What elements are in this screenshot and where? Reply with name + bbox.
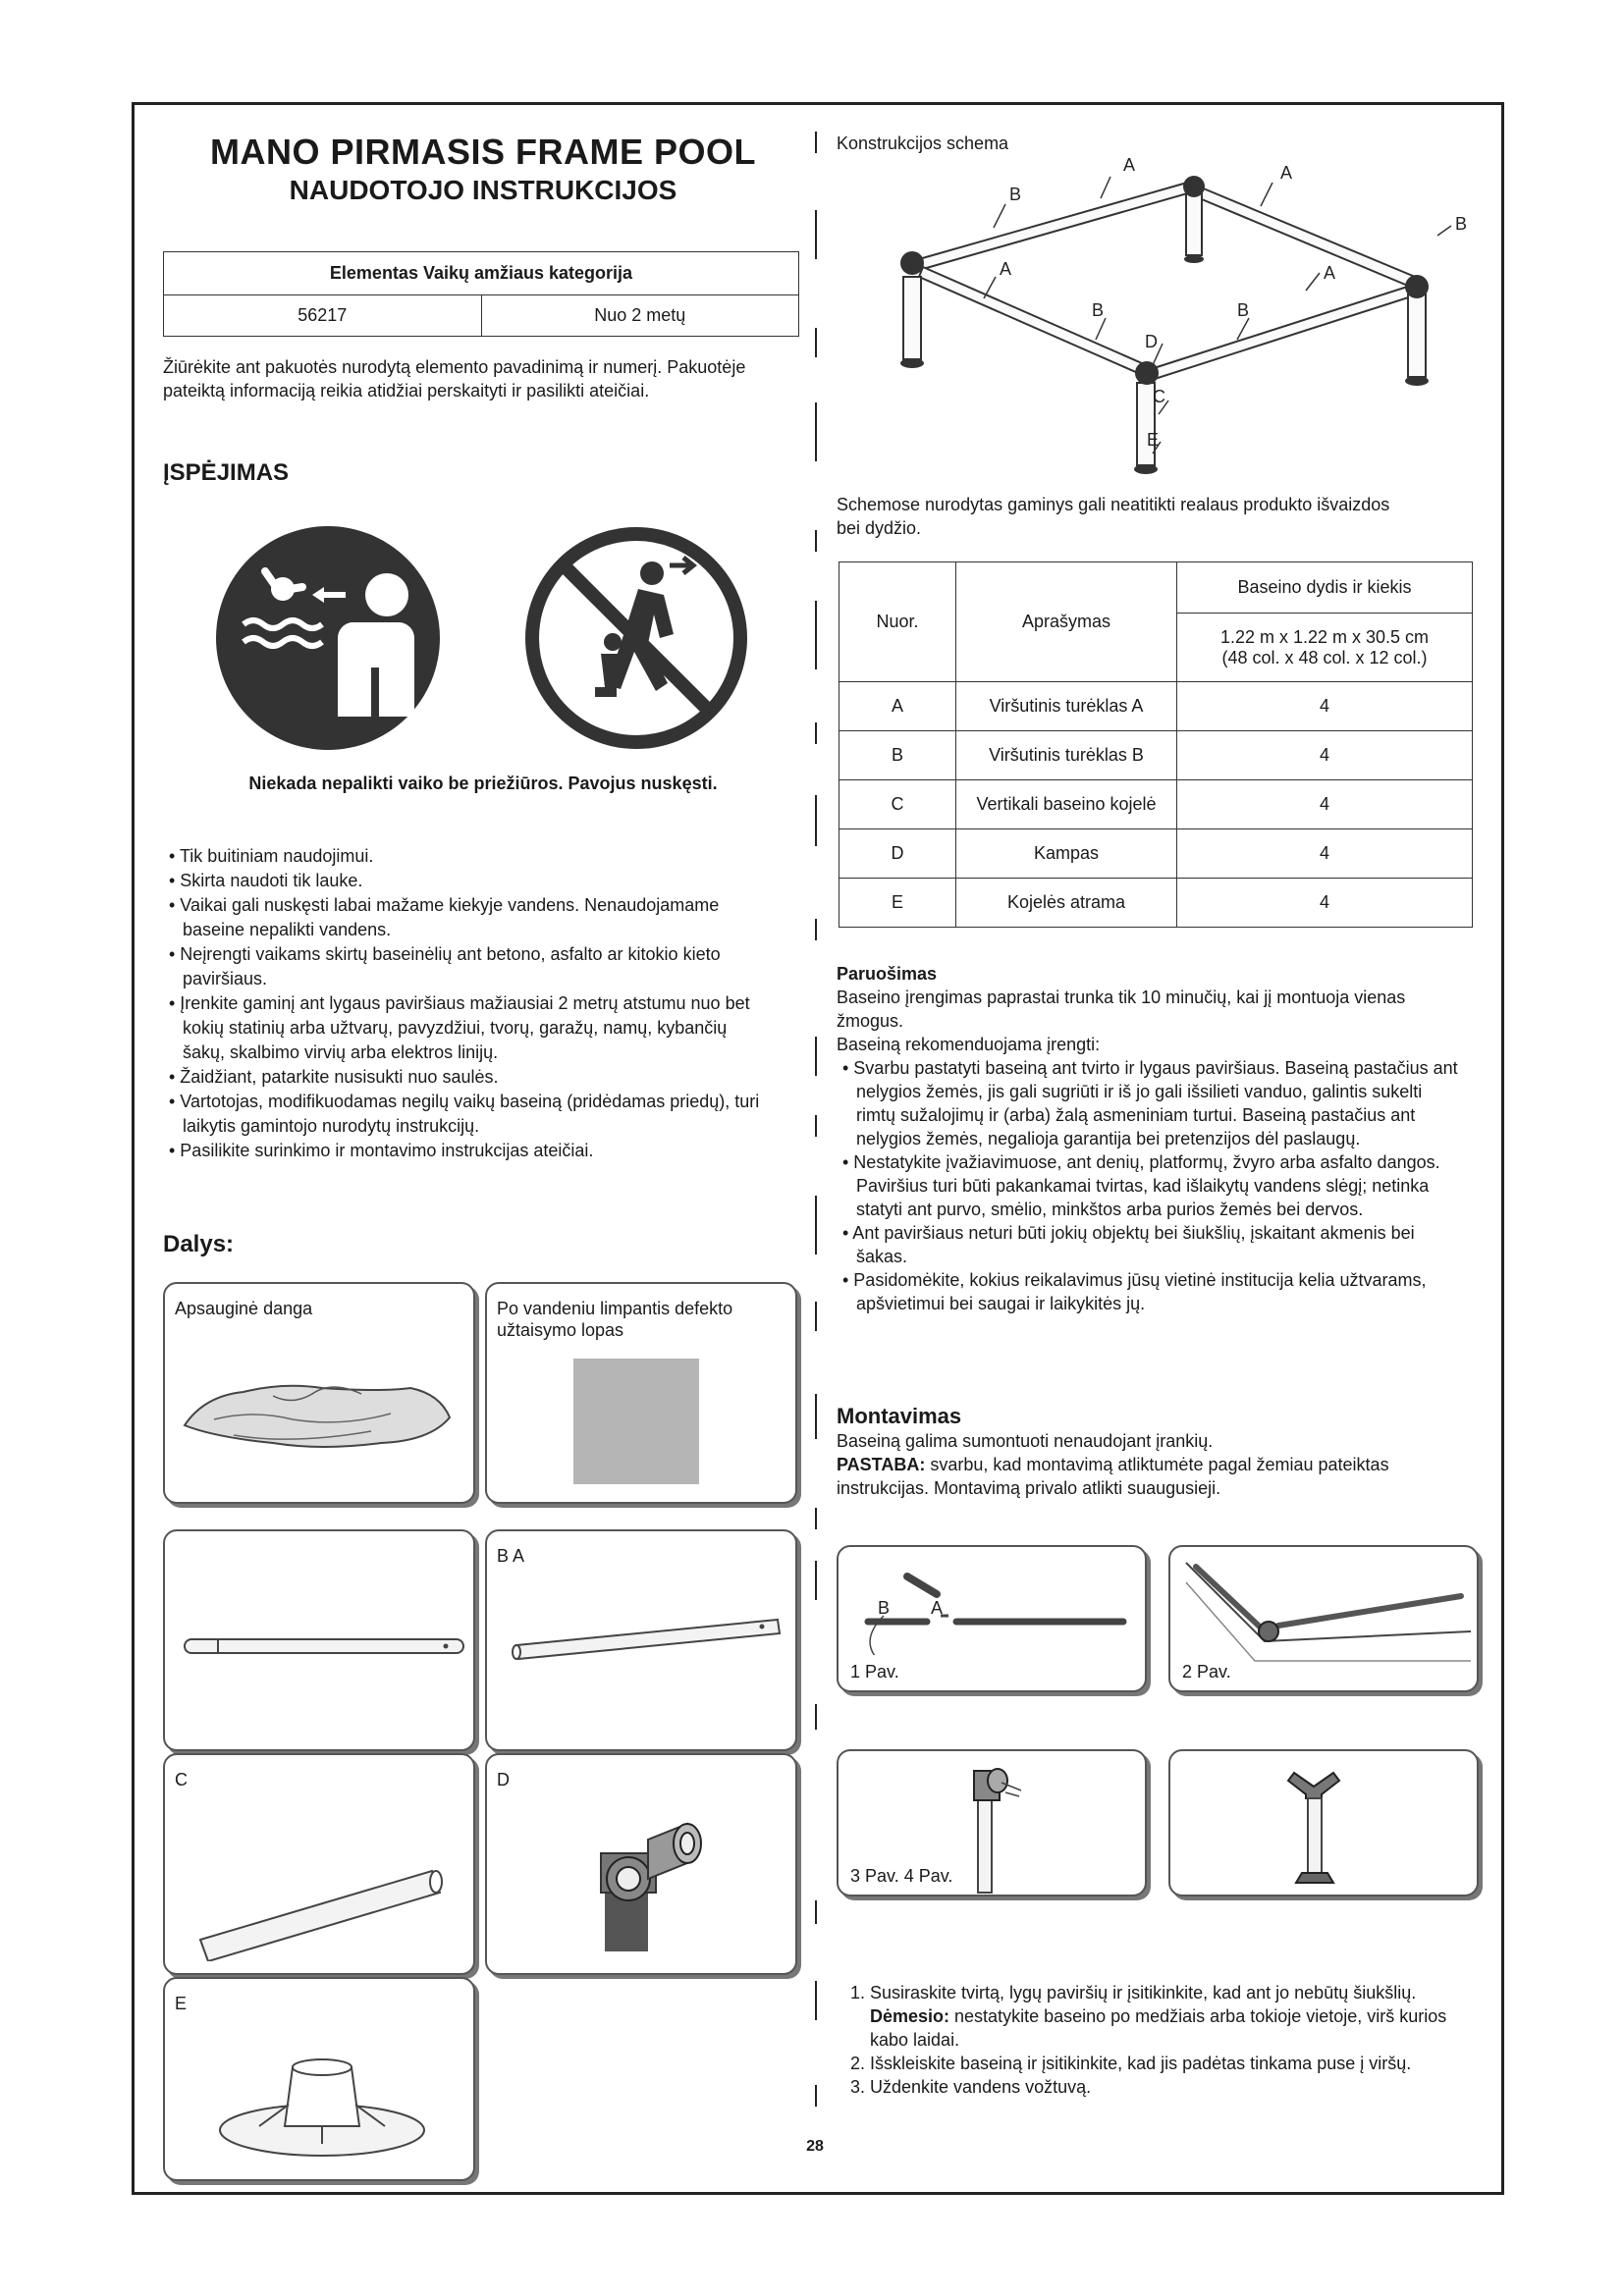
column-divider	[815, 601, 817, 669]
assembly-note-label: PASTABA:	[837, 1455, 926, 1474]
cell-ref: C	[839, 780, 956, 829]
page-number: 28	[806, 2138, 824, 2155]
part-card-rail-long	[163, 1529, 475, 1751]
cell-qty: 4	[1177, 682, 1473, 731]
intro-text: Žiūrėkite ant pakuotės nurodytą elemento pavadinimą ir numerį. Pakuotėje pateiktą informaciją reikia atidžiai perskaityti ir pasilikti ateičiai.	[163, 357, 746, 400]
diagram-title: Konstrukcijos schema	[837, 133, 1009, 153]
warning-bullets	[163, 844, 770, 1163]
part-label: C	[175, 1770, 188, 1789]
list-item: • Nestatykite įvažiavimuose, ant denių, platformų, žvyro arba asfalto dangos. Paviršius turi būti pakankamai tvirtas, kad išlaikytų vandens slėgį; netinka statyti ant purvo, smėlio, minkštos arba purios žemės bei dervos.	[842, 1152, 1440, 1219]
leg-corner-illustration	[947, 1759, 1045, 1896]
cell-ref: D	[839, 829, 956, 879]
assembly-p1: Baseiną galima sumontuoti nenaudojant įrankių.	[837, 1431, 1214, 1451]
table-row	[839, 731, 1473, 780]
preparation-section	[837, 962, 1465, 1315]
column-divider	[815, 1115, 817, 1137]
diagram-label: D	[1145, 332, 1158, 351]
attention-text: nestatykite baseino po medžiais arba tokioje vietoje, virš kurios kabo laidai.	[870, 2006, 1447, 2050]
diagram-label: A	[1324, 263, 1336, 283]
ground-cover-icon	[175, 1357, 463, 1474]
column-divider	[815, 1981, 817, 2020]
figure-1	[837, 1545, 1147, 1692]
column-divider	[815, 328, 817, 357]
cell-desc: Vertikali baseino kojelė	[956, 780, 1177, 829]
spec-header-desc: Aprašymas	[956, 562, 1177, 682]
figure-4	[1168, 1749, 1479, 1896]
table-row	[839, 682, 1473, 731]
spec-header-size: Baseino dydis ir kiekis	[1177, 562, 1473, 614]
part-label: Apsauginė danga	[175, 1299, 313, 1318]
diagram-label: A	[1000, 259, 1012, 279]
column-divider	[815, 1508, 817, 1529]
cell-ref: A	[839, 682, 956, 731]
column-divider	[815, 530, 817, 552]
assembly-section	[837, 1404, 1465, 1500]
product-age-value: Nuo 2 metų	[481, 295, 799, 337]
list-item: • Žaidžiant, patarkite nusisukti nuo saulės.	[169, 1067, 499, 1087]
repair-patch-swatch	[573, 1359, 699, 1484]
list-item: • Įrenkite gaminį ant lygaus paviršiaus mažiausiai 2 metrų atstumu nuo bet kokių statinių arba užtvarų, pavyzdžiui, tvorų, garažų, namų, kybančių šakų, skalbimo virvių arba elektros linijų.	[169, 993, 750, 1062]
supervise-child-icon	[214, 524, 442, 752]
column-divider	[815, 722, 817, 744]
preparation-heading: Paruošimas	[837, 964, 938, 984]
cell-desc: Viršutinis turėklas A	[956, 682, 1177, 731]
list-item: • Neįrengti vaikams skirtų baseinėlių ant betono, asfalto ar kitokio kieto paviršiaus.	[169, 944, 721, 988]
part-label: D	[497, 1770, 510, 1789]
diagram-label: B	[1009, 185, 1022, 204]
part-label: E	[175, 1994, 188, 2013]
parts-heading: Dalys:	[163, 1231, 235, 1257]
table-row	[839, 780, 1473, 829]
cell-desc: Viršutinis turėklas B	[956, 731, 1177, 780]
preparation-p1: Baseino įrengimas paprastai trunka tik 10 minučių, kai jį montuoja vienas žmogus.	[837, 988, 1406, 1031]
list-item: • Svarbu pastatyti baseiną ant tvirto ir lygaus paviršiaus. Baseiną pastačius ant nelygios žemės, jis gali sugriūti ir iš jo gali išsilieti vanduo, galintis sukelti rimtų sužalojimų ir (arba) žalą asmeniniam turtui. Baseiną pastačius ant nelygios žemės, negalioja garantija bei pretenzijos dėl paslaugų.	[842, 1058, 1458, 1148]
frame-structure-diagram	[840, 151, 1489, 481]
spec-header-ref: Nuor.	[839, 562, 956, 682]
figure-label: 1 Pav.	[850, 1662, 899, 1682]
list-item: • Vaikai gali nuskęsti labai mažame kiekyje vandens. Nenaudojamame baseine nepalikti vandens.	[169, 895, 720, 939]
product-col-item: Elementas	[329, 263, 418, 283]
figure-label: 3 Pav. 4 Pav.	[850, 1866, 953, 1886]
column-divider	[815, 1196, 817, 1255]
preparation-p2: Baseiną rekomenduojama įrengti:	[837, 1035, 1101, 1054]
spec-header-dims: 1.22 m x 1.22 m x 30.5 cm	[1219, 626, 1430, 647]
attention-label: Dėmesio:	[870, 2006, 950, 2026]
assembly-note-text: svarbu, kad montavimą atliktumėte pagal žemiau pateiktas instrukcijas. Montavimą privalo atlikti suaugusieji.	[837, 1455, 1389, 1498]
figure-3	[837, 1749, 1147, 1896]
product-col-age: Vaikų amžiaus kategorija	[422, 263, 633, 283]
part-label: Po vandeniu limpantis defekto užtaisymo lopas	[497, 1299, 733, 1340]
table-row	[839, 879, 1473, 928]
part-card-patch	[485, 1282, 797, 1504]
diagram-label: C	[1153, 387, 1165, 406]
cell-desc: Kampas	[956, 829, 1177, 879]
list-item: • Tik buitiniam naudojimui.	[169, 846, 374, 866]
diagram-label: B	[1237, 300, 1250, 320]
page-title: MANO PIRMASIS FRAME POOL	[209, 132, 756, 172]
column-divider	[815, 1037, 817, 1076]
spec-header-dims-in: (48 col. x 48 col. x 12 col.)	[1221, 647, 1428, 667]
column-divider	[815, 210, 817, 259]
corner-joint-icon	[566, 1794, 742, 1967]
part-label: B A	[497, 1546, 525, 1566]
warning-heading: ĮSPĖJIMAS	[163, 459, 290, 486]
product-item-number: 56217	[164, 295, 482, 337]
rail-pipe-icon	[175, 1610, 465, 1688]
cell-desc: Kojelės atrama	[956, 879, 1177, 928]
column-divider	[815, 1900, 817, 1924]
fig1-label-a: A	[931, 1598, 944, 1618]
figure-label: 2 Pav.	[1182, 1662, 1231, 1682]
part-card-cover	[163, 1282, 475, 1504]
figure-2	[1168, 1545, 1479, 1692]
assembly-heading: Montavimas	[837, 1404, 962, 1428]
table-row	[839, 829, 1473, 879]
column-divider	[815, 2085, 817, 2107]
product-table	[163, 251, 799, 337]
list-item: • Pasidomėkite, kokius reikalavimus jūsų vietinė institucija kelia užtvarams, apšvietimui bei saugai ir laikykitės jų.	[842, 1270, 1427, 1313]
fig1-label-b: B	[878, 1598, 891, 1618]
column-divider	[815, 1704, 817, 1730]
assembly-steps	[846, 1981, 1457, 2099]
list-item: • Ant paviršiaus neturi būti jokių objektų bei šiukšlių, įskaitant akmenis bei šakas.	[842, 1223, 1415, 1266]
cell-qty: 4	[1177, 879, 1473, 928]
no-leaving-child-icon	[522, 524, 750, 752]
diagram-label: B	[1092, 300, 1105, 320]
part-card-ba	[485, 1529, 797, 1751]
list-item	[870, 1981, 1457, 2052]
rail-connect-illustration	[848, 1567, 1133, 1655]
step-1-text: Susiraskite tvirtą, lygų paviršių ir įsitikinkite, kad ant jo nebūtų šiukšlių.	[870, 1983, 1417, 2002]
cell-qty: 4	[1177, 829, 1473, 879]
column-divider	[815, 919, 817, 940]
cell-ref: B	[839, 731, 956, 780]
rail-ba-icon	[497, 1590, 787, 1679]
column-divider	[815, 132, 817, 153]
cell-ref: E	[839, 879, 956, 928]
part-card-e	[163, 1977, 475, 2181]
column-divider	[815, 795, 817, 846]
column-divider	[815, 1302, 817, 1331]
diagram-note: Schemose nurodytas gaminys gali neatitikti realaus produkto išvaizdos bei dydžio.	[837, 495, 1390, 538]
diagram-label: A	[1280, 163, 1293, 183]
part-card-c	[163, 1753, 475, 1975]
part-card-d	[485, 1753, 797, 1975]
list-item: • Pasilikite surinkimo ir montavimo instrukcijas ateičiai.	[169, 1141, 594, 1160]
list-item: 2. Išskleiskite baseiną ir įsitikinkite, kad jis padėtas tinkama puse į viršų.	[870, 2052, 1457, 2075]
spec-table	[839, 561, 1473, 928]
leg-base-icon	[204, 2048, 440, 2165]
leg-base-illustration	[1269, 1759, 1386, 1896]
list-item: • Vartotojas, modifikuodamas negilų vaikų baseiną (pridėdamas priedų), turi laikytis gamintojo nurodytų instrukcijų.	[169, 1092, 760, 1136]
warning-caption: Niekada nepalikti vaiko be priežiūros. Pavojus nuskęsti.	[248, 774, 718, 793]
list-item: • Skirta naudoti tik lauke.	[169, 871, 363, 890]
list-item: 3. Uždenkite vandens vožtuvą.	[870, 2075, 1457, 2099]
diagram-label: E	[1147, 430, 1160, 450]
diagram-label: A	[1123, 155, 1136, 175]
page-subtitle: NAUDOTOJO INSTRUKCIJOS	[289, 175, 677, 205]
cell-qty: 4	[1177, 731, 1473, 780]
column-divider	[815, 1394, 817, 1439]
diagram-label: B	[1455, 214, 1468, 234]
column-divider	[815, 402, 817, 461]
column-divider	[815, 1561, 817, 1600]
cell-qty: 4	[1177, 780, 1473, 829]
vertical-leg-icon	[185, 1814, 460, 1961]
